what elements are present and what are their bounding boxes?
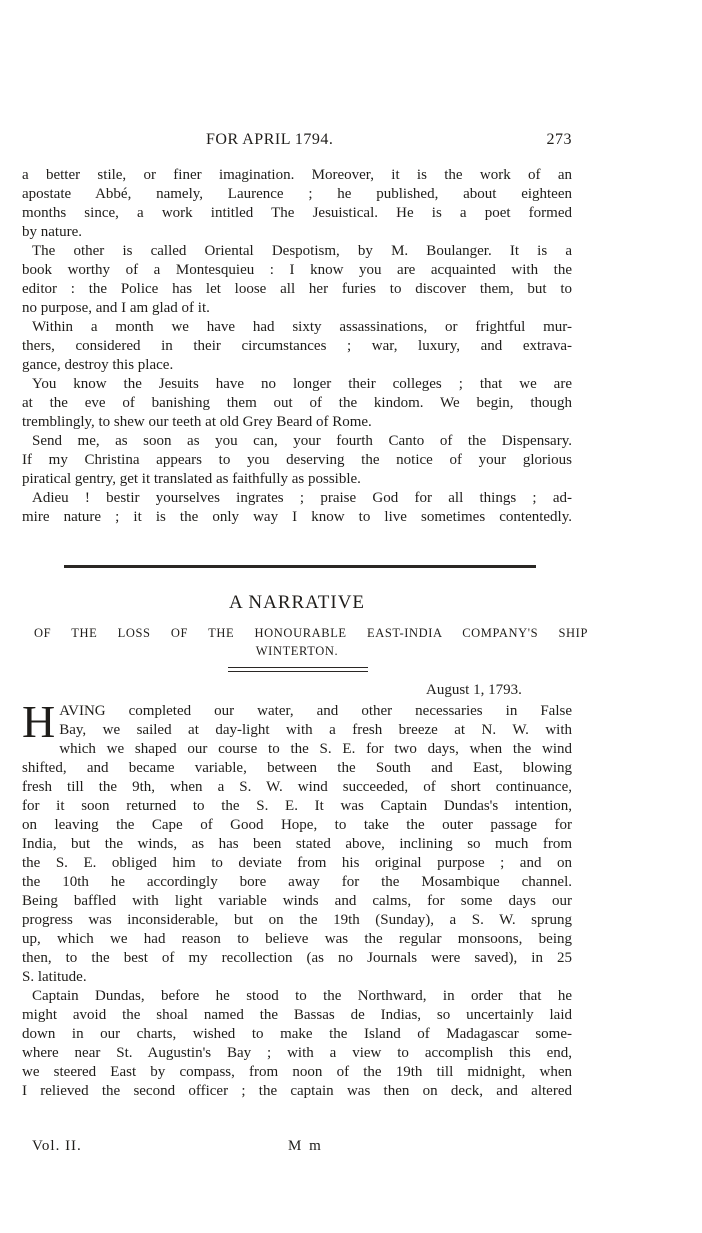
drop-cap: H <box>22 696 56 747</box>
text-line: AVING completed our water, and other necessaries in False <box>59 703 572 719</box>
text-line: Within a month we have had sixty assassinations, or frightful mur- <box>32 319 572 335</box>
text-line: mire nature ; it is the only way I know to live sometimes contentedly. <box>22 509 572 525</box>
text-line: months since, a work intitled The Jesuistical. He is a poet formed <box>22 205 572 221</box>
text-line: we steered East by compass, from noon of the 19th till midnight, when <box>22 1064 572 1080</box>
text-line: apostate Abbé, namely, Laurence ; he published, about eighteen <box>22 186 572 202</box>
narrative-title: A NARRATIVE <box>228 592 366 613</box>
signature-mark: M m <box>288 1138 323 1154</box>
text-line: India, but the winds, as has been stated above, inclining so much from <box>22 836 572 852</box>
text-line: where near St. Augustin's Bay ; with a view to accomplish this end, <box>22 1045 572 1061</box>
text-line: no purpose, and I am glad of it. <box>22 300 210 316</box>
text-line: S. latitude. <box>22 969 87 985</box>
text-line: I relieved the second officer ; the captain was then on deck, and altered <box>22 1083 572 1099</box>
text-line: gance, destroy this place. <box>22 357 174 373</box>
text-line: fresh till the 9th, when a S. W. wind succeeded, of short continuance, <box>22 779 572 795</box>
narrative-text <box>22 696 572 1101</box>
text-line: The other is called Oriental Despotism, by M. Boulanger. It is a <box>32 243 572 259</box>
letter-text <box>22 166 572 527</box>
text-line: thers, considered in their circumstances ; war, luxury, and extrava- <box>22 338 572 354</box>
text-line: If my Christina appears to you deserving the notice of your glorious <box>22 452 572 468</box>
narrative-subtitle-ship: WINTERTON. <box>255 644 339 658</box>
narrative-subtitle: OF THE LOSS OF THE HONOURABLE EAST-INDIA COMPANY'S SHIP <box>34 626 588 640</box>
text-line: might avoid the shoal named the Bassas de Indias, so uncertainly laid <box>22 1007 572 1023</box>
text-line: Bay, we sailed at day-light with a fresh breeze at N. W. with <box>59 722 572 738</box>
page-number: 273 <box>546 131 572 148</box>
text-line: down in our charts, wished to make the Island of Madagascar some- <box>22 1026 572 1042</box>
text-line: a better stile, or finer imagination. Moreover, it is the work of an <box>22 167 572 183</box>
text-line: by nature. <box>22 224 82 240</box>
text-line: piratical gentry, get it translated as faithfully as possible. <box>22 471 361 487</box>
text-line: shifted, and became variable, between the South and East, blowing <box>22 760 572 776</box>
text-line: tremblingly, to shew our teeth at old Grey Beard of Rome. <box>22 414 372 430</box>
text-line: You know the Jesuits have no longer their colleges ; that we are <box>32 376 572 392</box>
running-title: FOR APRIL 1794. <box>206 131 334 148</box>
text-line: Adieu ! bestir yourselves ingrates ; praise God for all things ; ad- <box>32 490 572 506</box>
text-line: at the eve of banishing them out of the kindom. We begin, though <box>22 395 572 411</box>
volume-label: Vol. II. <box>32 1138 82 1154</box>
text-line: editor : the Police has let loose all her furies to discover them, but to <box>22 281 572 297</box>
text-line: the S. E. obliged him to deviate from his original purpose ; and on <box>22 855 572 871</box>
text-line: up, which we had reason to believe was the regular monsoons, being <box>22 931 572 947</box>
text-line: then, to the best of my recollection (as no Journals were saved), in 25 <box>22 950 572 966</box>
text-line: which we shaped our course to the S. E. for two days, when the wind <box>59 741 572 757</box>
title-double-rule <box>228 667 368 672</box>
text-line: for it soon returned to the S. E. It was Captain Dundas's intention, <box>22 798 572 814</box>
text-line: book worthy of a Montesquieu : I know you are acquainted with the <box>22 262 572 278</box>
text-line: progress was inconsiderable, but on the 19th (Sunday), a S. W. sprung <box>22 912 572 928</box>
text-line: the 10th he accordingly bore away for the Mosambique channel. <box>22 874 572 890</box>
narrative-date: August 1, 1793. <box>426 682 522 698</box>
section-rule <box>64 565 536 568</box>
text-line: Being baffled with light variable winds and calms, for some days our <box>22 893 572 909</box>
text-line: on leaving the Cape of Good Hope, to take the outer passage for <box>22 817 572 833</box>
text-line: Captain Dundas, before he stood to the Northward, in order that he <box>32 988 572 1004</box>
text-line: Send me, as soon as you can, your fourth Canto of the Dispensary. <box>32 433 572 449</box>
